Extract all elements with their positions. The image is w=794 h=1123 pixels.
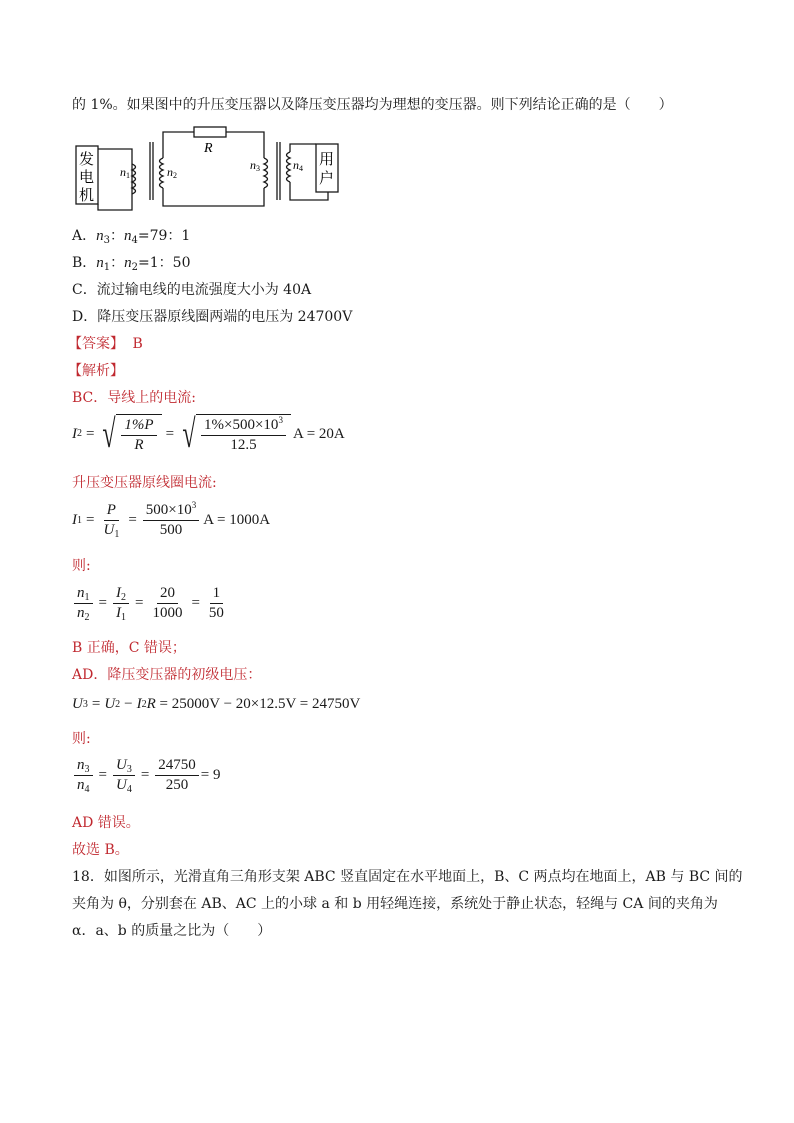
svg-text:n3: n3 bbox=[250, 158, 260, 173]
generator-char-2: 电 bbox=[79, 168, 95, 186]
resistor-label: R bbox=[204, 141, 213, 156]
b-correct: B 正确，C 错误； bbox=[72, 640, 186, 656]
coil-label-n1: n bbox=[120, 165, 126, 179]
resistor bbox=[194, 127, 226, 137]
generator-char-1: 发 bbox=[79, 150, 95, 168]
up-heading: 升压变压器原线圈电流: bbox=[72, 475, 217, 491]
equation-5: $\frac{n_3}{n_4}$ = $\frac{U_3}{U_4}$ = $\frac{24750}{250}$ = 9 bbox=[72, 757, 221, 794]
user-char-2: 户 bbox=[319, 169, 335, 187]
bc-heading: BC．导线上的电流: bbox=[72, 390, 196, 406]
ad-heading: AD．降压变压器的初级电压： bbox=[72, 667, 262, 683]
option-a: A．$n_3$：$n_4=79$：1 bbox=[72, 228, 191, 246]
equation-4: U 3 = U 2 − I 2 R = 25000V − 20×12.5V = 24750V bbox=[72, 696, 361, 712]
equation-1: I 2 = √ $\frac{1\%P}{R}$ = √ $\frac{1\%\times 500\times 10^3}{12.5}$ A = 20A bbox=[72, 411, 345, 456]
user-char-1: 用 bbox=[319, 150, 335, 168]
coil-label-n2: n bbox=[167, 165, 173, 179]
coil-n4 bbox=[287, 152, 291, 182]
option-d: D．降压变压器原线圈两端的电压为 24700V bbox=[72, 309, 353, 325]
coil-label-n4: n bbox=[293, 158, 299, 172]
answer-value: B bbox=[132, 336, 143, 352]
svg-text:n2: n2 bbox=[167, 165, 177, 180]
then-label-1: 则: bbox=[72, 558, 91, 574]
ad-wrong: AD 错误。 bbox=[72, 815, 140, 831]
intro-line: 的 1%。如果图中的升压变压器以及降压变压器均为理想的变压器。则下列结论正确的是（ ） bbox=[72, 97, 673, 113]
svg-text:n1: n1 bbox=[120, 165, 130, 180]
coil-n3 bbox=[264, 158, 268, 188]
answer-label: 【答案】 bbox=[68, 336, 124, 352]
option-c: C．流过输电线的电流强度大小为 40A bbox=[72, 282, 312, 298]
question-18-line-1: 18．如图所示，光滑直角三角形支架 ABC 竖直固定在水平地面上，B、C 两点均在地面上，AB 与 BC 间的 bbox=[72, 869, 743, 885]
coil-n2 bbox=[160, 158, 164, 188]
question-18-line-2: 夹角为 θ，分别套在 AB、AC 上的小球 a 和 b 用轻绳连接，系统处于静止状态，轻绳与 CA 间的夹角为 bbox=[72, 896, 718, 912]
transformer-circuit-diagram bbox=[70, 122, 340, 216]
answer-line bbox=[68, 334, 143, 354]
option-b: B．$n_1$：$n_2=1$：50 bbox=[72, 255, 191, 273]
conclusion: 故选 B。 bbox=[72, 842, 129, 858]
equation-3: $\frac{n_1}{n_2}$ = $\frac{I_2}{I_1}$ = $\frac{20}{1000}$ = $\frac{1}{50}$ bbox=[72, 585, 229, 622]
analysis-label: 【解析】 bbox=[68, 363, 124, 379]
question-18-line-3: α．a、b 的质量之比为（ ） bbox=[72, 923, 272, 939]
generator-char-3: 机 bbox=[79, 186, 95, 204]
coil-label-n3: n bbox=[250, 158, 256, 172]
then-label-2: 则: bbox=[72, 731, 91, 747]
equation-2: I 1 = $\frac{P}{U_1}$ = $\frac{500\times 10^3}{500}$ A = 1000A bbox=[72, 500, 271, 540]
svg-text:n4: n4 bbox=[293, 158, 303, 173]
